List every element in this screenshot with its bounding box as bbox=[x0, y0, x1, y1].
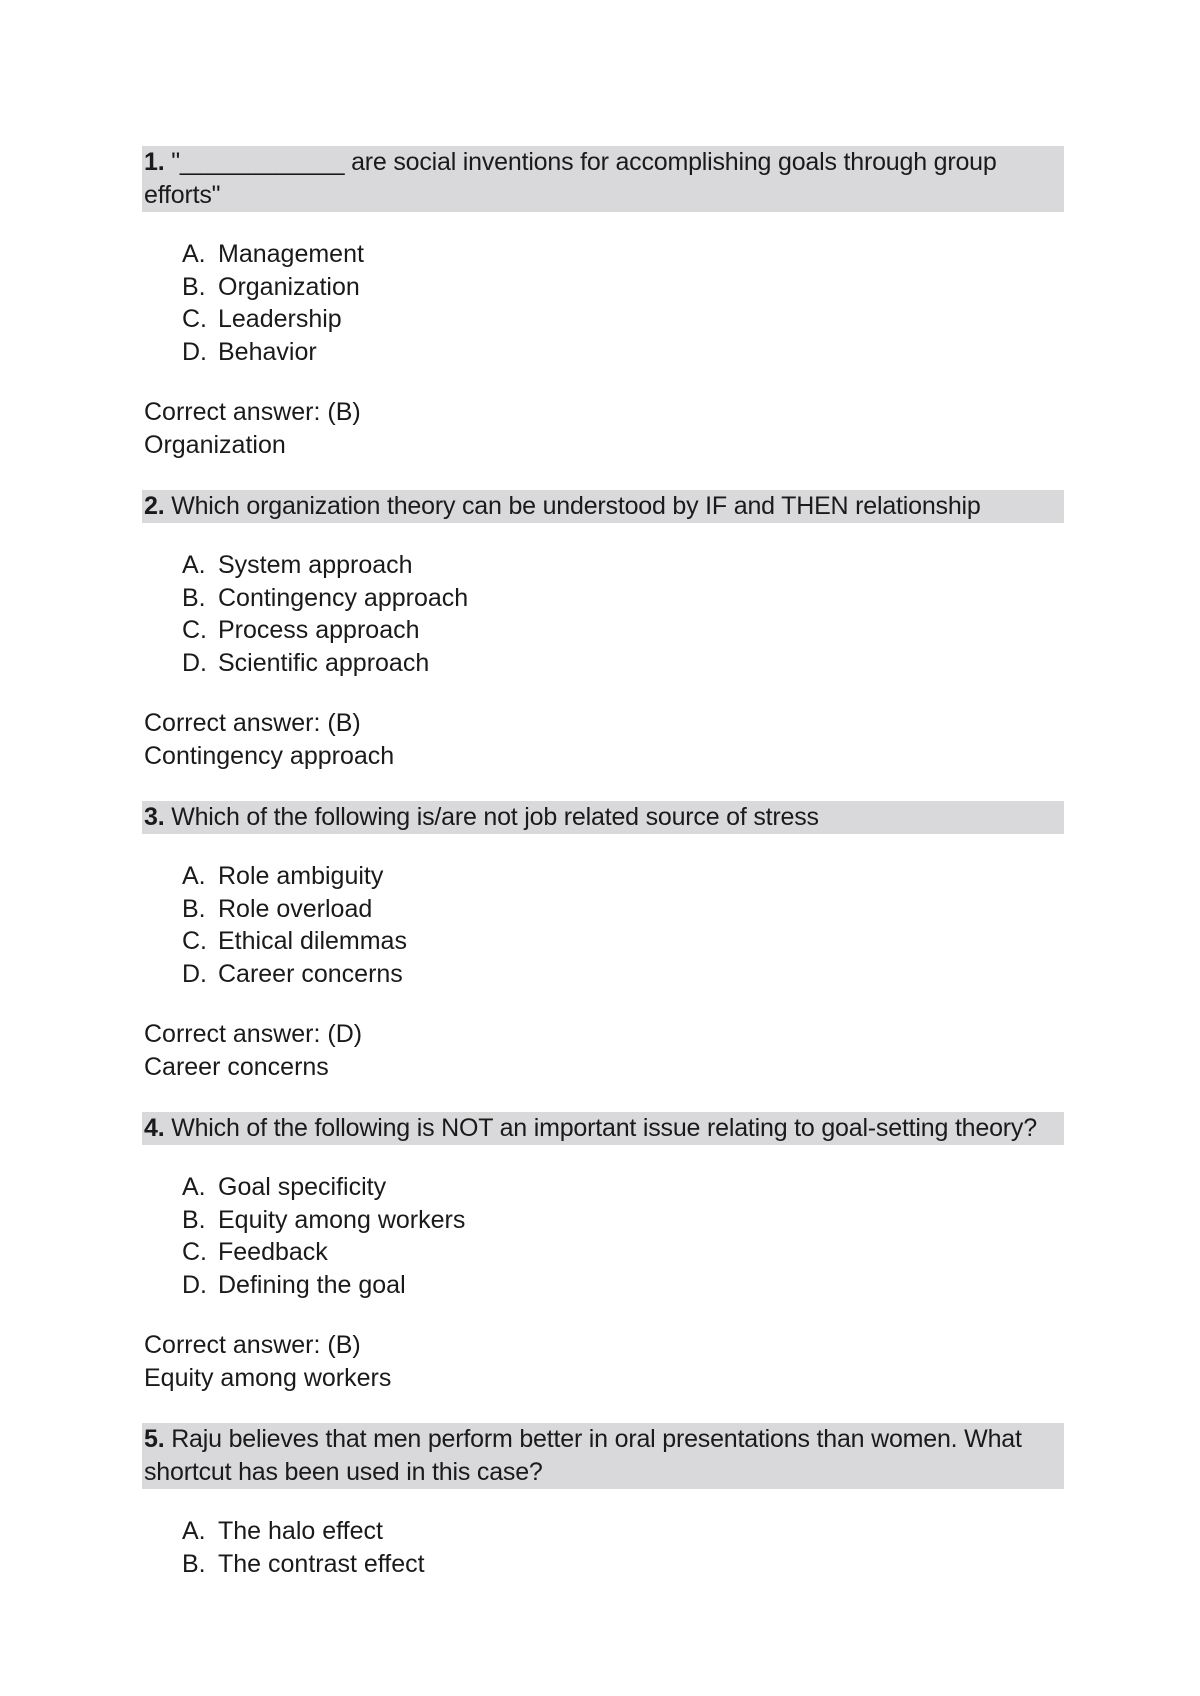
option-d bbox=[182, 1269, 1064, 1302]
option-c bbox=[182, 1236, 1064, 1269]
question-text: "____________ are social inventions for accomplishing goals through group efforts" bbox=[144, 148, 997, 209]
option-c bbox=[182, 303, 1064, 336]
option-b bbox=[182, 893, 1064, 926]
option-letter: B. bbox=[182, 1205, 206, 1234]
option-text: Goal specificity bbox=[218, 1173, 387, 1201]
question-text: Which of the following is/are not job related source of stress bbox=[171, 803, 819, 831]
correct-answer-text: Career concerns bbox=[144, 1053, 329, 1081]
option-letter: C. bbox=[182, 616, 207, 644]
correct-answer-label: Correct answer: (B) bbox=[144, 398, 361, 426]
option-letter: B. bbox=[182, 583, 206, 612]
option-d bbox=[182, 958, 1064, 991]
question-number: 5. bbox=[144, 1425, 165, 1453]
question-header bbox=[142, 146, 1064, 212]
correct-answer-text: Equity among workers bbox=[144, 1364, 392, 1392]
question-number: 2. bbox=[144, 492, 165, 520]
question-1 bbox=[144, 146, 1064, 462]
question-text: Which of the following is NOT an important issue relating to goal-setting theory? bbox=[171, 1114, 1037, 1142]
options-list bbox=[182, 1515, 1064, 1580]
question-3 bbox=[144, 801, 1064, 1084]
correct-answer-label: Correct answer: (B) bbox=[144, 1331, 361, 1359]
option-text: Leadership bbox=[218, 305, 342, 333]
option-letter: B. bbox=[182, 894, 206, 923]
option-letter: D. bbox=[182, 648, 207, 677]
option-d bbox=[182, 647, 1064, 680]
option-letter: B. bbox=[182, 272, 206, 301]
options-list bbox=[182, 860, 1064, 990]
correct-answer-text: Organization bbox=[144, 431, 286, 459]
option-d bbox=[182, 336, 1064, 369]
option-letter: C. bbox=[182, 1238, 207, 1266]
question-text: Raju believes that men perform better in oral presentations than women. What shortcut has been used in this case? bbox=[144, 1425, 1022, 1486]
options-list bbox=[182, 549, 1064, 679]
question-header bbox=[142, 801, 1064, 834]
question-header bbox=[142, 1112, 1064, 1145]
option-c bbox=[182, 614, 1064, 647]
question-header bbox=[142, 1423, 1064, 1489]
question-number: 3. bbox=[144, 803, 165, 831]
option-a bbox=[182, 1515, 1064, 1548]
question-number: 4. bbox=[144, 1114, 165, 1142]
option-letter: D. bbox=[182, 337, 207, 366]
option-letter: C. bbox=[182, 927, 207, 955]
option-text: The contrast effect bbox=[218, 1549, 425, 1578]
option-text: Role overload bbox=[218, 894, 373, 923]
option-a bbox=[182, 238, 1064, 271]
option-text: Ethical dilemmas bbox=[218, 927, 407, 955]
answer-block bbox=[144, 1329, 1064, 1395]
option-text: Career concerns bbox=[218, 959, 403, 988]
option-text: Role ambiguity bbox=[218, 862, 384, 890]
option-c bbox=[182, 925, 1064, 958]
answer-block bbox=[144, 1018, 1064, 1084]
correct-answer-text: Contingency approach bbox=[144, 742, 395, 770]
option-text: Contingency approach bbox=[218, 583, 469, 612]
question-text: Which organization theory can be understood by IF and THEN relationship bbox=[171, 492, 981, 520]
document-page bbox=[144, 146, 1064, 1580]
option-b bbox=[182, 1204, 1064, 1237]
option-text: Management bbox=[218, 240, 364, 268]
option-b bbox=[182, 1548, 1064, 1581]
option-a bbox=[182, 860, 1064, 893]
option-letter: A. bbox=[182, 551, 206, 579]
option-text: Organization bbox=[218, 272, 360, 301]
option-b bbox=[182, 271, 1064, 304]
option-text: Defining the goal bbox=[218, 1270, 406, 1299]
correct-answer-label: Correct answer: (D) bbox=[144, 1020, 363, 1048]
option-letter: A. bbox=[182, 240, 206, 268]
option-text: The halo effect bbox=[218, 1517, 383, 1545]
option-letter: D. bbox=[182, 959, 207, 988]
option-letter: A. bbox=[182, 862, 206, 890]
question-number: 1. bbox=[144, 148, 165, 176]
options-list bbox=[182, 238, 1064, 368]
option-letter: A. bbox=[182, 1173, 206, 1201]
question-4 bbox=[144, 1112, 1064, 1395]
answer-block bbox=[144, 707, 1064, 773]
option-a bbox=[182, 549, 1064, 582]
option-text: Behavior bbox=[218, 337, 317, 366]
correct-answer-label: Correct answer: (B) bbox=[144, 709, 361, 737]
option-text: Feedback bbox=[218, 1238, 328, 1266]
option-text: Process approach bbox=[218, 616, 420, 644]
question-2 bbox=[144, 490, 1064, 773]
question-header bbox=[142, 490, 1064, 523]
option-letter: D. bbox=[182, 1270, 207, 1299]
option-letter: C. bbox=[182, 305, 207, 333]
options-list bbox=[182, 1171, 1064, 1301]
option-text: Equity among workers bbox=[218, 1205, 466, 1234]
option-letter: B. bbox=[182, 1549, 206, 1578]
option-letter: A. bbox=[182, 1517, 206, 1545]
answer-block bbox=[144, 396, 1064, 462]
question-5 bbox=[144, 1423, 1064, 1580]
option-text: System approach bbox=[218, 551, 413, 579]
option-text: Scientific approach bbox=[218, 648, 430, 677]
option-b bbox=[182, 582, 1064, 615]
option-a bbox=[182, 1171, 1064, 1204]
